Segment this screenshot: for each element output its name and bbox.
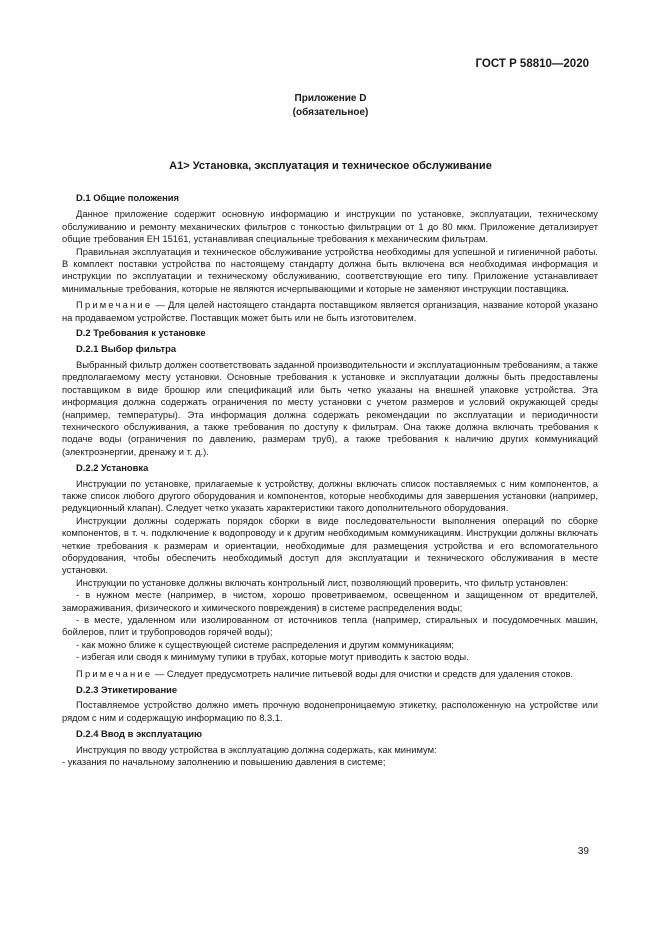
heading-d1: D.1 Общие положения xyxy=(76,192,179,203)
heading-d21: D.2.1 Выбор фильтра xyxy=(76,343,177,355)
note-label: Примечание xyxy=(76,667,153,679)
paragraph: Инструкции по установке, прилагаемые к устройству, должны включать список поставляемых с ним компонентов, а также список любого другого оборудования и компонентов, которые необходимы для завершения установки (например, редукционный клапан). Следует четко указать характеристики такого дополнительного оборудования. xyxy=(62,477,598,514)
note xyxy=(62,299,598,324)
page-number: 39 xyxy=(577,846,589,857)
heading-d24: D.2.4 Ввод в эксплуатацию xyxy=(76,728,203,740)
heading-d22: D.2.2 Установка xyxy=(76,462,149,474)
paragraph: Инструкция по вводу устройства в эксплуатацию должна содержать, как минимум: xyxy=(76,743,437,755)
paragraph: Выбранный фильтр должен соответствовать заданной производительности и эксплуатационным требованиям, а также предполагаемому месту установки. Основные требования к установке и эксплуатации должны быть предоставлены поставщиком в виде брошюр или спецификаций или быть четко указаны на внешней упаковке устройства. Эта информация должна содержать ограничения по месту установки с учетом размеров и условий окружающей среды (например, температуры). Эта информация должна содержать рекомендации по эксплуатации и периодичности технического обслуживания, а также требования по доступу к фильтрам. Она также должна включать требования к подаче воды (ограничения по давлению, размерам труб), а также требования к наличию других коммуникаций (электроэнергии, дренажу и т. д.). xyxy=(62,358,598,457)
annex-title: Приложение D xyxy=(294,93,367,104)
heading-d23: D.2.3 Этикетирование xyxy=(76,684,178,696)
section-title: А1> Установка, эксплуатация и техническое обслуживание xyxy=(169,160,492,172)
list-item: - указания по начальному заполнению и повышению давления в системе; xyxy=(62,756,386,768)
note-label: Примечание xyxy=(76,299,153,311)
note xyxy=(62,668,598,680)
list-item: - в месте, удаленном или изолированном от источников тепла (например, стиральных и посудомоечных машин, бойлеров, плит и трубопроводов горячей воды); xyxy=(62,614,598,638)
paragraph: Поставляемое устройство должно иметь прочную водонепроницаемую этикетку, расположенную на устройстве или рядом с ним и содержащую информацию по 8.3.1. xyxy=(62,699,598,723)
heading-d2: D.2 Требования к установке xyxy=(76,327,206,339)
paragraph: Инструкции по установке должны включать контрольный лист, позволяющий проверить, что фильтр установлен: xyxy=(76,576,569,588)
list-item: - как можно ближе к существующей системе распределения и другим коммуникациям; xyxy=(76,638,454,650)
list-item: - избегая или сводя к минимуму тупики в трубах, которые могут приводить к застою воды. xyxy=(76,651,469,663)
document-code: ГОСТ Р 58810—2020 xyxy=(475,58,589,70)
note-text: — Для целей настоящего стандарта поставщиком является организация, название которой указано на продаваемом устройстве. Поставщик может быть или не быть изготовителем. xyxy=(62,299,598,323)
list-item: - в нужном месте (например, в чистом, хорошо проветриваемом, освещенном и защищенном от вредителей, замораживания, физического и химического повреждения) в системе распределения воды; xyxy=(62,589,598,613)
annex-status: (обязательное) xyxy=(292,107,369,118)
document-body xyxy=(62,192,598,768)
note-text: — Следует предусмотреть наличие питьевой воды для очистки и средств для удаления стоков. xyxy=(152,667,574,679)
paragraph: Данное приложение содержит основную информацию и инструкции по установке, эксплуатации, техническому обслуживанию и ремонту механических фильтров с тонкостью фильтрации от 1 до 80 мкм. Приложение детализирует общие требования ЕН 15161, устанавливая специальные требования к механическим фильтрам. xyxy=(62,208,598,245)
paragraph: Инструкции должны содержать порядок сборки в виде последовательности выполнения операций по сборке компонентов, в т. ч. подключение к водопроводу и к другим необходимым коммуникациям. Инструкции должны включать четкие требования к размерам и ориентации, необходимые для размещения устройства и его вспомогательного оборудования, чтобы обеспечить необходимый доступ для эксплуатации и технического обслуживания в месте установки. xyxy=(62,514,598,576)
paragraph: Правильная эксплуатация и техническое обслуживание устройства необходимы для успешной и гигиеничной работы. В комплект поставки устройства по настоящему стандарту должна быть включена вся необходимая информация и инструкции по эксплуатации и техническому обслуживанию, соответствующие его типу. Приложение устанавливает минимальные требования, которые не являются исчерпывающими и которые не заменяют инструкции поставщика. xyxy=(62,245,598,294)
annex-header xyxy=(0,92,661,120)
